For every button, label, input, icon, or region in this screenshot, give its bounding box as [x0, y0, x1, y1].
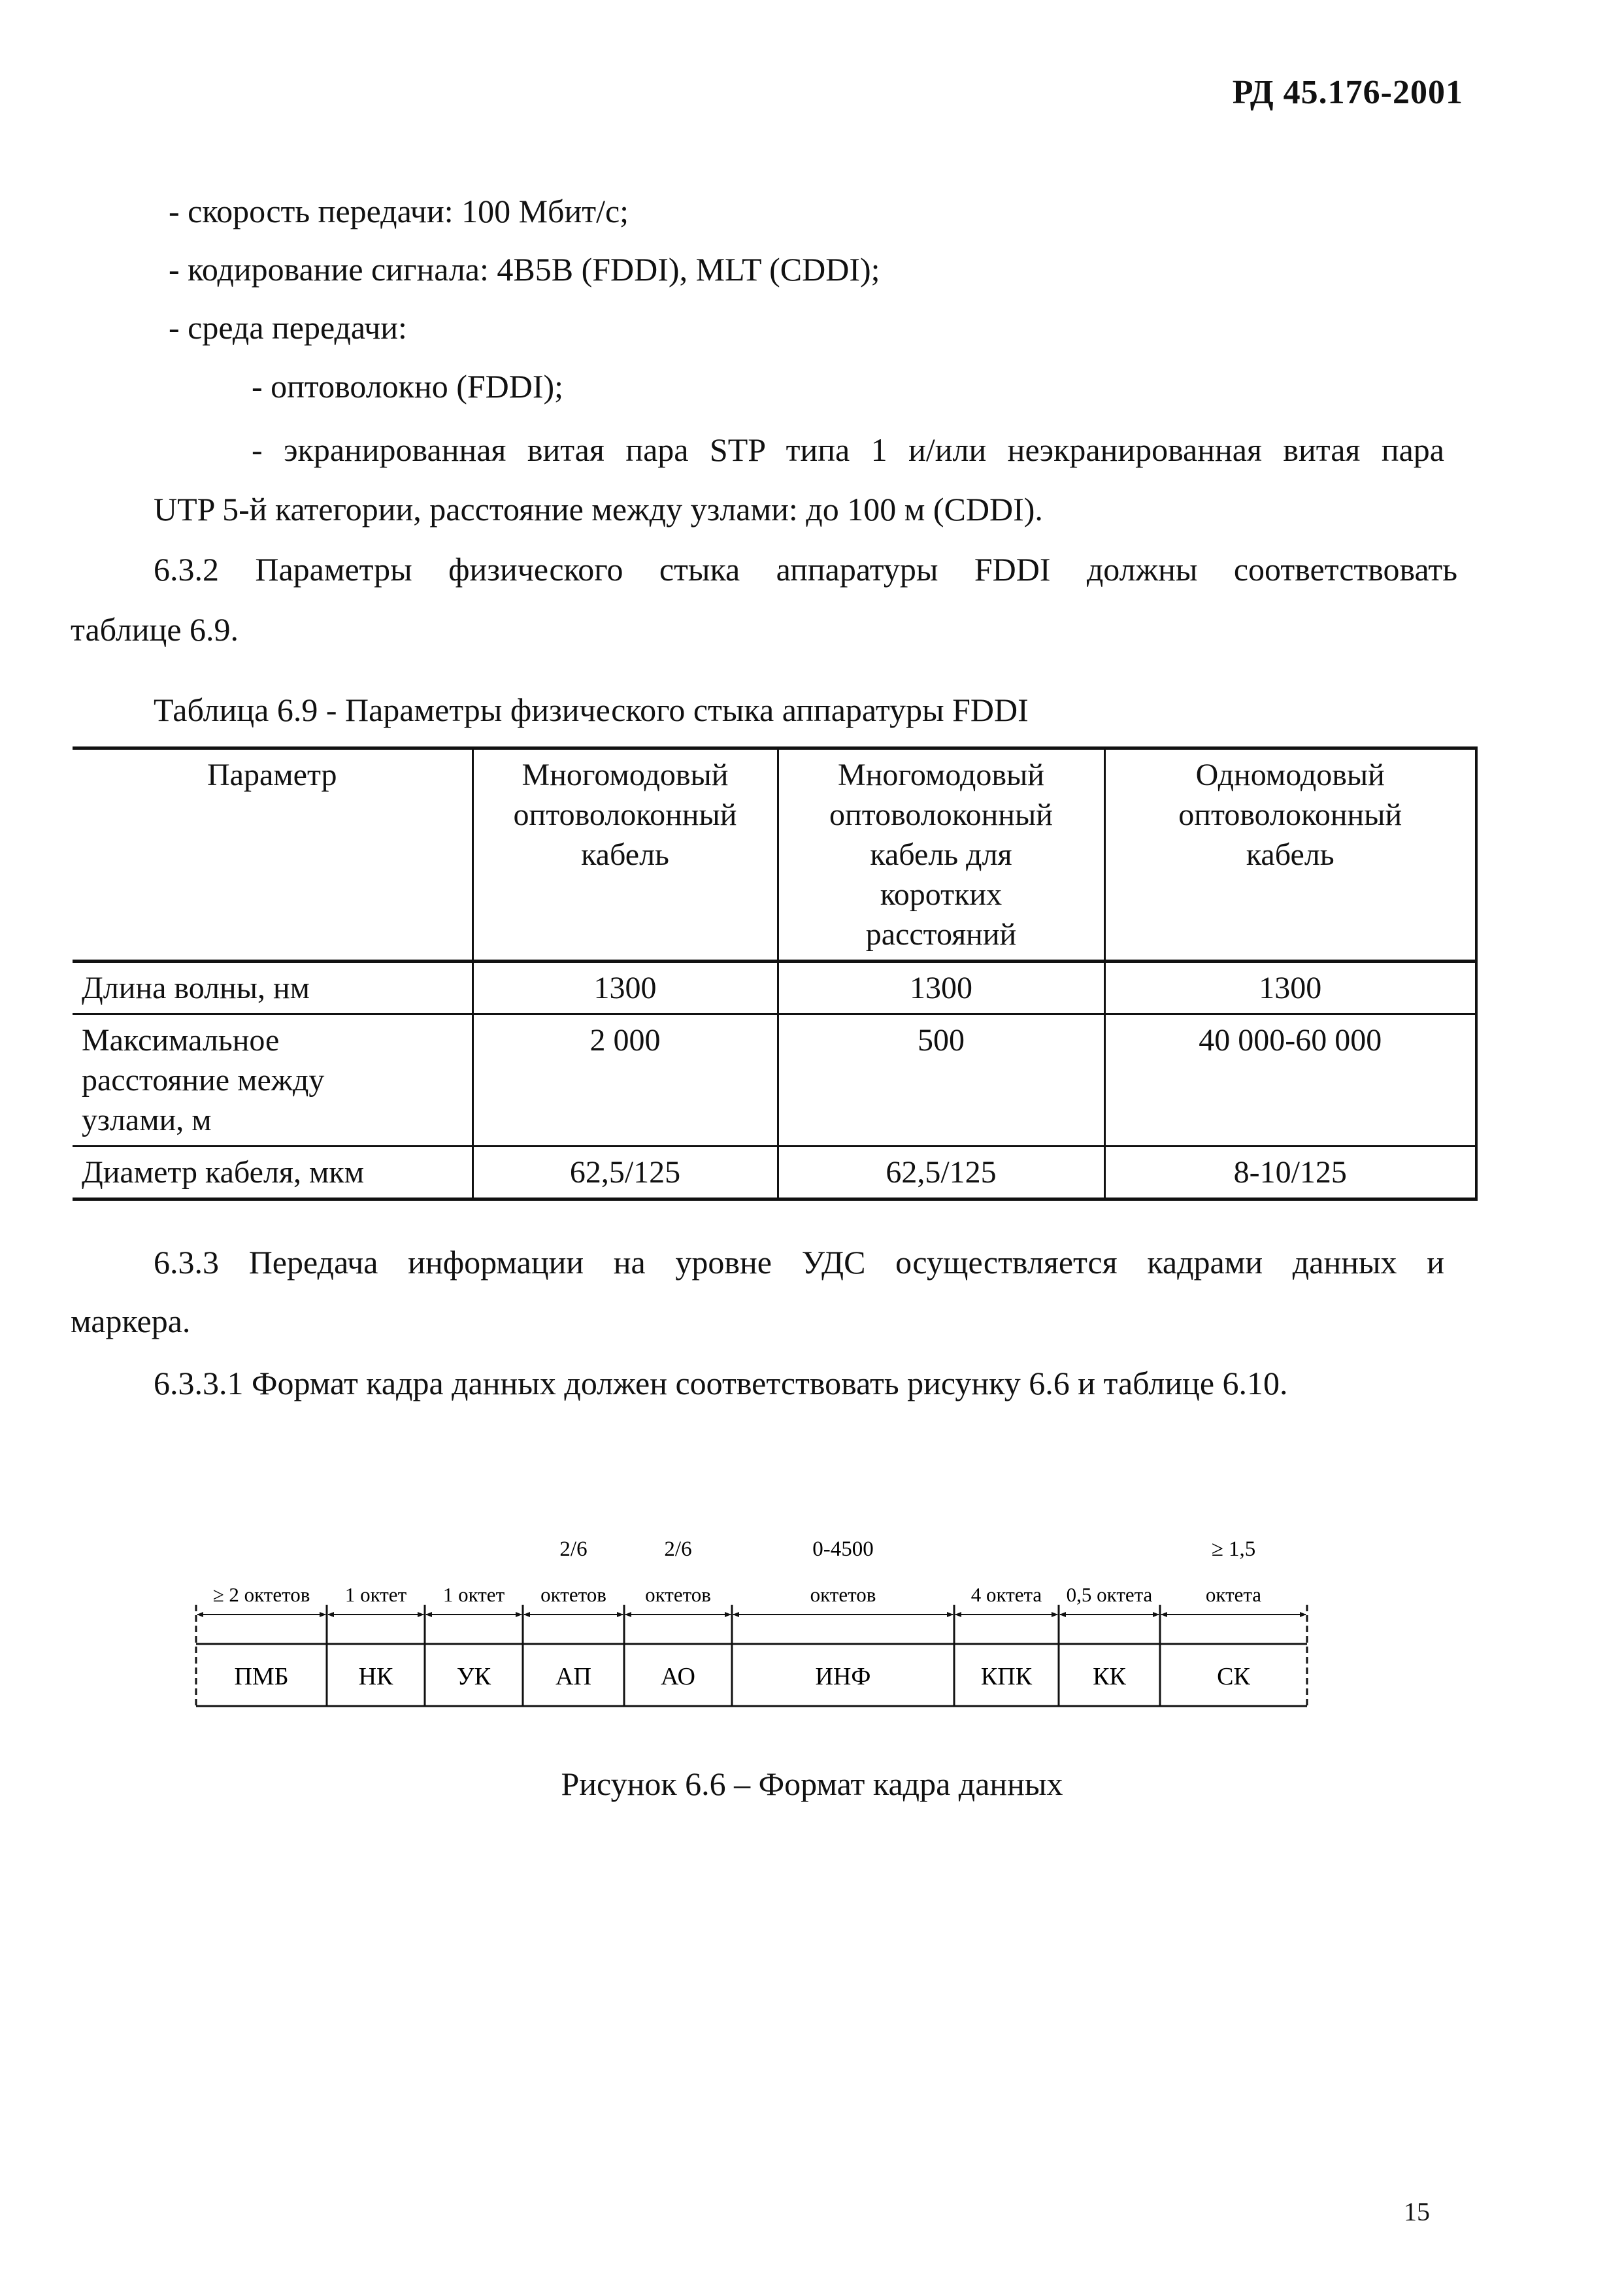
param-cell: Максимальное расстояние между узлами, м: [73, 1014, 472, 1147]
value-cell: 40 000-60 000: [1104, 1014, 1476, 1147]
frame-field: [1161, 1537, 1306, 1690]
value-cell: 500: [778, 1014, 1104, 1147]
frame-field: [1060, 1583, 1159, 1690]
field-size-bottom: 1 октет: [442, 1583, 505, 1606]
frame-field: [955, 1583, 1057, 1690]
header-singlemode: Одномодовый оптоволоконный кабель: [1104, 748, 1476, 962]
field-name: АП: [555, 1663, 591, 1690]
utp-line: UTP 5-й категории, расстояние между узлами: до 100 м (CDDI).: [154, 491, 1043, 528]
coding-item: - кодирование сигнала: 4B5B (FDDI), MLT (CDDI);: [169, 251, 880, 288]
table-header-row: [73, 748, 1476, 962]
field-size-bottom: октетов: [645, 1583, 711, 1606]
field-size-bottom: 4 октета: [970, 1583, 1042, 1606]
field-size-bottom: 1 октет: [344, 1583, 407, 1606]
param-cell: Диаметр кабеля, мкм: [73, 1147, 472, 1199]
frame-field: [524, 1537, 623, 1690]
value-cell: 8-10/125: [1104, 1147, 1476, 1199]
speed-item: - скорость передачи: 100 Мбит/с;: [169, 193, 629, 229]
field-name: ИНФ: [815, 1663, 871, 1690]
figure-caption: Рисунок 6.6 – Формат кадра данных: [561, 1766, 1063, 1802]
value-cell: 62,5/125: [778, 1147, 1104, 1199]
header-multimode: Многомодовый оптоволоконный кабель: [472, 748, 778, 962]
fiber-subitem: - оптоволокно (FDDI);: [252, 368, 564, 405]
parameters-table: [73, 746, 1478, 1201]
field-name: КК: [1093, 1663, 1126, 1690]
frame-field: [328, 1583, 423, 1690]
frame-format-diagram: [183, 1510, 1333, 1719]
paragraph-6-3-2: 6.3.2 Параметры физического стыка аппаратуры FDDI должны соответствовать: [154, 551, 1457, 588]
header-multimode-short: Многомодовый оптоволоконный кабель для коротких расстояний: [778, 748, 1104, 962]
field-name: СК: [1217, 1663, 1250, 1690]
stp-subitem: - экранированная витая пара STP типа 1 и/или неэкранированная витая пара: [252, 431, 1444, 468]
table-row: [73, 1014, 1476, 1147]
document-code: РД 45.176-2001: [1232, 74, 1463, 111]
table-row: [73, 1147, 1476, 1199]
paragraph-6-3-3: 6.3.3 Передача информации на уровне УДС осуществляется кадрами данных и: [154, 1244, 1444, 1281]
medium-item: - среда передачи:: [169, 309, 407, 346]
field-size-bottom: октетов: [540, 1583, 606, 1606]
field-name: НК: [358, 1663, 393, 1690]
field-size-bottom: ≥ 2 октетов: [212, 1583, 310, 1606]
field-size-top: 0-4500: [812, 1537, 874, 1561]
param-cell: Длина волны, нм: [73, 962, 472, 1014]
field-size-top: 2/6: [664, 1537, 692, 1561]
field-name: КПК: [980, 1663, 1033, 1690]
field-name: ПМБ: [234, 1663, 289, 1690]
frame-field: [733, 1537, 953, 1690]
field-size-bottom: октетов: [810, 1583, 876, 1606]
value-cell: 2 000: [472, 1014, 778, 1147]
paragraph-6-3-2-end: таблице 6.9.: [71, 611, 239, 648]
field-name: АО: [661, 1663, 695, 1690]
frame-field: [197, 1583, 325, 1690]
table-row: [73, 962, 1476, 1014]
value-cell: 62,5/125: [472, 1147, 778, 1199]
page-number: 15: [1404, 2197, 1430, 2226]
value-cell: 1300: [1104, 962, 1476, 1014]
frame-field: [426, 1583, 522, 1690]
frame-field: [625, 1537, 731, 1690]
value-cell: 1300: [472, 962, 778, 1014]
header-parameter: Параметр: [73, 748, 472, 962]
value-cell: 1300: [778, 962, 1104, 1014]
paragraph-6-3-3-end: маркера.: [71, 1303, 191, 1339]
field-name: УК: [456, 1663, 491, 1690]
field-size-top: 2/6: [559, 1537, 588, 1561]
paragraph-6-3-3-1: 6.3.3.1 Формат кадра данных должен соответствовать рисунку 6.6 и таблице 6.10.: [154, 1365, 1288, 1401]
field-size-bottom: 0,5 октета: [1066, 1583, 1153, 1606]
field-size-top: ≥ 1,5: [1211, 1537, 1256, 1561]
field-size-bottom: октета: [1205, 1583, 1262, 1606]
table-title: Таблица 6.9 - Параметры физического стыка аппаратуры FDDI: [154, 692, 1029, 728]
